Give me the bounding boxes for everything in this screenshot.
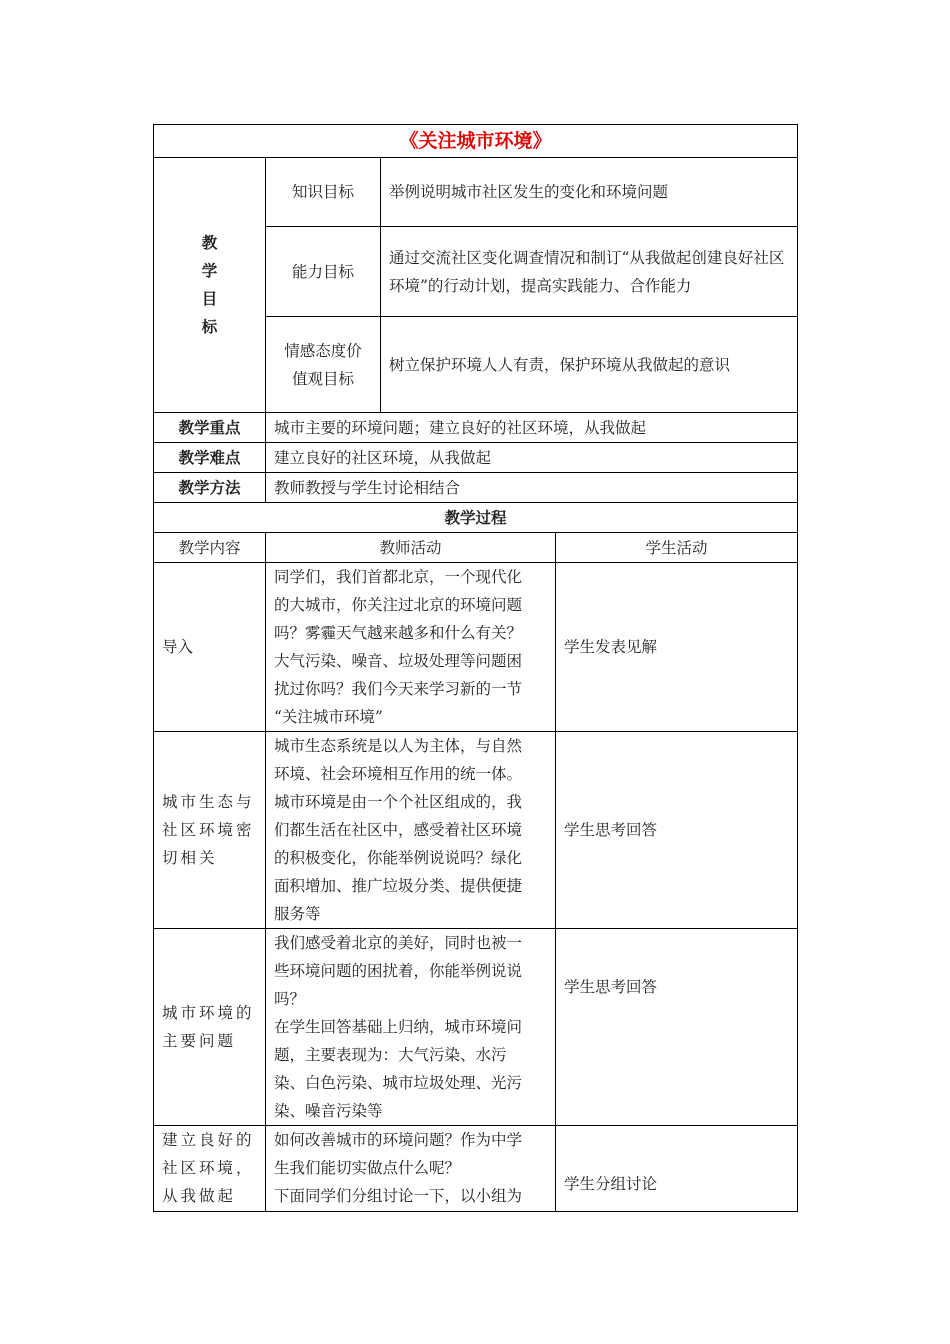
column-header-teacher: 教师活动 bbox=[266, 533, 556, 563]
table-row bbox=[154, 929, 798, 1126]
objectives-label: 教 学 目 标 bbox=[154, 158, 266, 413]
methods-value: 教师教授与学生讨论相结合 bbox=[266, 473, 798, 503]
knowledge-objective-label: 知识目标 bbox=[266, 158, 381, 227]
difficulties-value: 建立良好的社区环境，从我做起 bbox=[266, 443, 798, 473]
knowledge-objective-content: 举例说明城市社区发生的变化和环境问题 bbox=[381, 158, 798, 227]
attitude-objective-label: 情感态度价 值观目标 bbox=[266, 317, 381, 413]
ability-objective-label: 能力目标 bbox=[266, 227, 381, 317]
lesson-plan-table bbox=[153, 124, 798, 1212]
document-title: 《关注城市环境》 bbox=[154, 125, 798, 158]
process-heading: 教学过程 bbox=[154, 503, 798, 533]
process-content-cell: 建立良好的 社区环境， 从我做起 bbox=[154, 1126, 266, 1212]
student-activity-cell: 学生思考回答 bbox=[556, 732, 798, 929]
ability-objective-content: 通过交流社区变化调查情况和制订“从我做起创建良好社区环境”的行动计划，提高实践能力、合作能力 bbox=[381, 227, 798, 317]
teacher-activity-cell: 城市生态系统是以人为主体，与自然 环境、社会环境相互作用的统一体。 城市环境是由一个个社区组成的，我 们都生活在社区中，感受着社区环境 的积极变化，你能举例说说吗？绿化 面积增加、推广垃圾分类、提供便捷 服务等 bbox=[266, 732, 556, 929]
methods-label: 教学方法 bbox=[154, 473, 266, 503]
attitude-objective-content: 树立保护环境人人有责，保护环境从我做起的意识 bbox=[381, 317, 798, 413]
key-points-value: 城市主要的环境问题；建立良好的社区环境，从我做起 bbox=[266, 413, 798, 443]
process-content-cell: 城市生态与 社区环境密 切相关 bbox=[154, 732, 266, 929]
table-row bbox=[154, 1126, 798, 1212]
table-row bbox=[154, 563, 798, 732]
student-activity-cell: 学生发表见解 bbox=[556, 563, 798, 732]
table-row bbox=[154, 732, 798, 929]
teacher-activity-cell: 我们感受着北京的美好，同时也被一 些环境问题的困扰着，你能举例说说 吗？ 在学生回答基础上归纳，城市环境问 题，主要表现为：大气污染、水污 染、白色污染、城市垃圾处理、光污 染、噪音污染等 bbox=[266, 929, 556, 1126]
difficulties-label: 教学难点 bbox=[154, 443, 266, 473]
student-activity-cell: 学生思考回答 bbox=[556, 929, 798, 1126]
key-points-label: 教学重点 bbox=[154, 413, 266, 443]
process-content-cell: 城市环境的 主要问题 bbox=[154, 929, 266, 1126]
column-header-student: 学生活动 bbox=[556, 533, 798, 563]
teacher-activity-cell: 如何改善城市的环境问题？作为中学 生我们能切实做点什么呢？ 下面同学们分组讨论一下，以小组为 bbox=[266, 1126, 556, 1212]
column-header-content: 教学内容 bbox=[154, 533, 266, 563]
process-content-cell: 导入 bbox=[154, 563, 266, 732]
teacher-activity-cell: 同学们，我们首都北京，一个现代化 的大城市，你关注过北京的环境问题 吗？雾霾天气越来越多和什么有关？ 大气污染、噪音、垃圾处理等问题困 扰过你吗？我们今天来学习新的一节 “关注城市环境” bbox=[266, 563, 556, 732]
student-activity-cell: 学生分组讨论 bbox=[556, 1126, 798, 1212]
